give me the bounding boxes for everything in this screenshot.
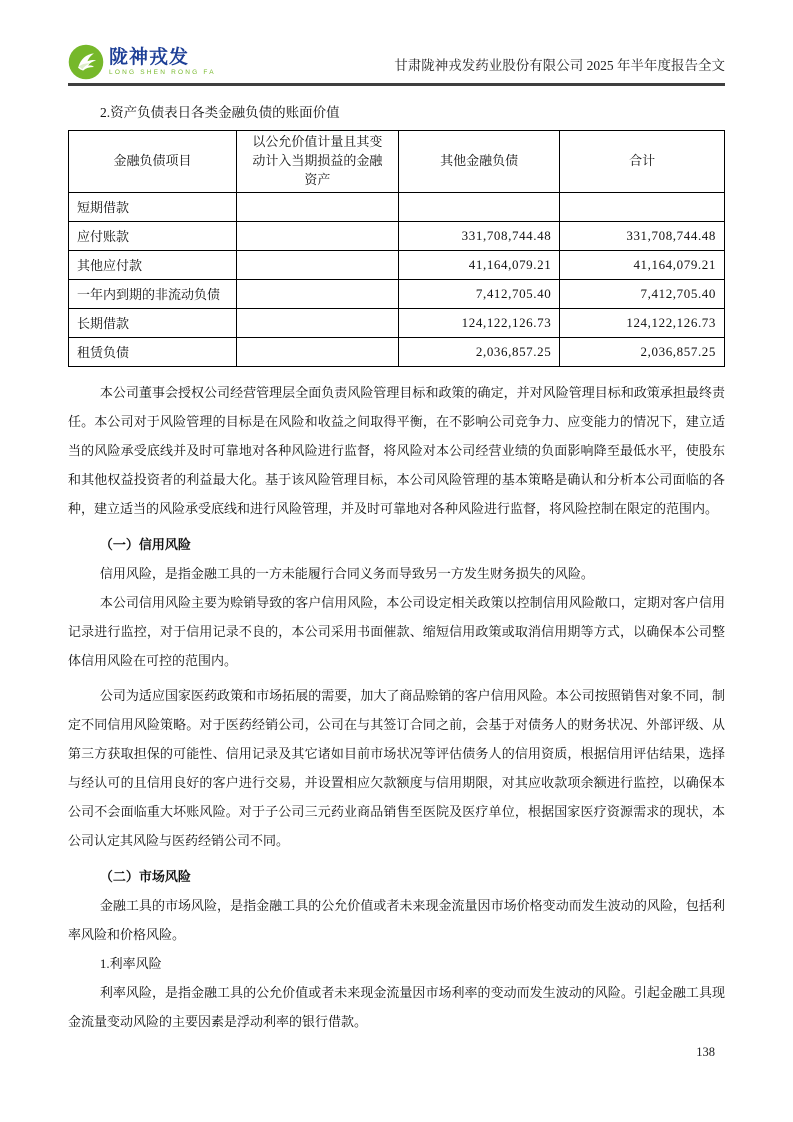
section-heading: 2.资产负债表日各类金融负债的账面价值 <box>100 105 340 120</box>
cell-other: 331,708,744.48 <box>398 221 559 250</box>
body-text <box>68 378 725 1036</box>
table-header-row <box>69 131 725 193</box>
col-header-total: 合计 <box>560 131 725 193</box>
cell-other: 41,164,079.21 <box>398 250 559 279</box>
table-row <box>69 279 725 308</box>
cell-total: 331,708,744.48 <box>560 221 725 250</box>
cell-item: 租赁负债 <box>69 337 237 366</box>
cell-fvtpl <box>236 337 398 366</box>
cell-fvtpl <box>236 308 398 337</box>
table-row <box>69 192 725 221</box>
cell-total: 41,164,079.21 <box>560 250 725 279</box>
cell-item: 应付账款 <box>69 221 237 250</box>
heading-credit-risk: （一）信用风险 <box>99 536 191 552</box>
cell-fvtpl <box>236 250 398 279</box>
table-row <box>69 221 725 250</box>
cell-total: 124,122,126.73 <box>560 308 725 337</box>
page-header <box>68 0 725 86</box>
page-number: 138 <box>696 1045 715 1059</box>
logo-bird-icon <box>68 44 104 80</box>
paragraph-credit-policy: 本公司信用风险主要为赊销导致的客户信用风险，本公司设定相关政策以控制信用风险敞口，定期对客户信用记录进行监控，对于信用记录不良的，本公司采用书面催款、缩短信用政策或取消信用期等方式，以确保本公司整体信用风险在可控的范围内。 <box>68 594 725 668</box>
col-header-item: 金融负债项目 <box>69 131 237 193</box>
table-row <box>69 337 725 366</box>
cell-other: 7,412,705.40 <box>398 279 559 308</box>
financial-liabilities-table <box>68 130 725 367</box>
cell-total: 2,036,857.25 <box>560 337 725 366</box>
heading-interest-rate-risk: 1.利率风险 <box>99 955 162 971</box>
paragraph-interest-rate-definition: 利率风险，是指金融工具的公允价值或者未来现金流量因市场利率的变动而发生波动的风险。引起金融工具现金流量变动风险的主要因素是浮动利率的银行借款。 <box>68 984 725 1029</box>
logo-en-name: LONG SHEN RONG FA <box>109 68 216 76</box>
cell-fvtpl <box>236 221 398 250</box>
cell-item: 其他应付款 <box>69 250 237 279</box>
paragraph-risk-overview: 本公司董事会授权公司经营管理层全面负责风险管理目标和政策的确定，并对风险管理目标和政策承担最终责任。本公司对于风险管理的目标是在风险和收益之间取得平衡，在不影响公司竞争力、应变能力的情况下，建立适当的风险承受底线并及时可靠地对各种风险进行监督，将风险对本公司经营业绩的负面影响降至最低水平，使股东和其他权益投资者的利益最大化。基于该风险管理目标，本公司风险管理的基本策略是确认和分析本公司面临的各种，建立适当的风险承受底线和进行风险管理，并及时可靠地对各种风险进行监督，将风险控制在限定的范围内。 <box>68 384 725 516</box>
document-title: 甘肃陇神戎发药业股份有限公司 2025 年半年度报告全文 <box>394 58 725 73</box>
heading-market-risk: （二）市场风险 <box>99 868 191 884</box>
cell-fvtpl <box>236 192 398 221</box>
cell-fvtpl <box>236 279 398 308</box>
table-row <box>69 308 725 337</box>
paragraph-credit-definition: 信用风险，是指金融工具的一方未能履行合同义务而导致另一方发生财务损失的风险。 <box>99 565 594 581</box>
logo-text <box>109 48 216 77</box>
paragraph-credit-strategy: 公司为适应国家医药政策和市场拓展的需要，加大了商品赊销的客户信用风险。本公司按照销售对象不同，制定不同信用风险策略。对于医药经销公司，公司在与其签订合同之前，会基于对债务人的财务状况、外部评级、从第三方获取担保的可能性、信用记录及其它诸如目前市场状况等评估债务人的信用资质，根据信用评估结果，选择与经认可的且信用良好的客户进行交易，并设置相应欠款额度与信用期限，对其应收款项余额进行监控，以确保本公司不会面临重大坏账风险。对于子公司三元药业商品销售至医院及医疗单位，根据国家医疗资源需求的现状，本公司认定其风险与医药经销公司不同。 <box>68 687 725 848</box>
company-logo <box>68 44 216 80</box>
logo-zh-name: 陇神戎发 <box>109 46 190 68</box>
col-header-other: 其他金融负债 <box>398 131 559 193</box>
table-row <box>69 250 725 279</box>
paragraph-market-definition: 金融工具的市场风险，是指金融工具的公允价值或者未来现金流量因市场价格变动而发生波动的风险，包括利率风险和价格风险。 <box>68 897 725 942</box>
col-header-fvtpl: 以公允价值计量且其变动计入当期损益的金融资产 <box>236 131 398 193</box>
cell-item: 短期借款 <box>69 192 237 221</box>
cell-other: 124,122,126.73 <box>398 308 559 337</box>
cell-other <box>398 192 559 221</box>
cell-other: 2,036,857.25 <box>398 337 559 366</box>
cell-total <box>560 192 725 221</box>
cell-item: 一年内到期的非流动负债 <box>69 279 237 308</box>
cell-item: 长期借款 <box>69 308 237 337</box>
cell-total: 7,412,705.40 <box>560 279 725 308</box>
